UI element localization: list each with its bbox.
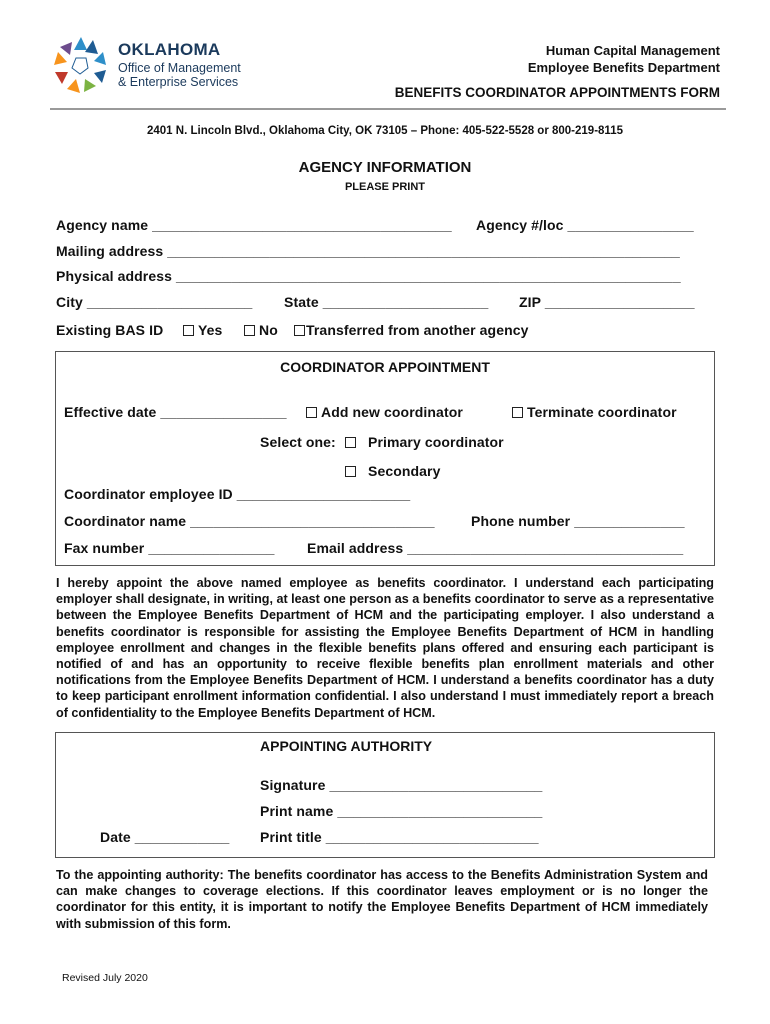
appointment-statement: I hereby appoint the above named employee as benefits coordinator. I understand each participating employer shall designate, in writing, at least one person as a benefits coordinator to serve as a representative between the Employee Benefits Department of HCM and the participating employer. I also understand a benefits coordinator is responsible for assisting the Employee Benefits Department of HCM in handling employee enrollment and changes in the flexible benefits plans offered and ensuring each participant is notified of and has an opportunity to receive flexible benefits plan enrollment materials and other notifications from the Employee Benefits Department of HCM. I understand a benefits coordinator has a duty to keep participant enrollment information confidential. I also understand I must immediately report a breach of confidentiality to the Employee Benefits Department of HCM. (56, 576, 714, 720)
appointing-authority-note: To the appointing authority: The benefits coordinator has access to the Benefits Administration System and can make changes to coverage elections. If this coordinator leaves employment or is no longer the coordinator for this entity, it is important to notify the Employee Benefits Department of HCM immediately with submission of this form. (56, 868, 708, 931)
omes-logo (50, 34, 265, 96)
select-one-label: Select one: (260, 434, 336, 450)
primary-checkbox[interactable] (345, 437, 356, 448)
authority-section-title: APPOINTING AUTHORITY (260, 738, 433, 754)
add-coordinator-checkbox[interactable] (306, 407, 317, 418)
bas-id-label: Existing BAS ID (56, 322, 164, 338)
physical-address-field[interactable]: Physical address ________________________________________________________________ (56, 268, 681, 284)
mailing-address-field[interactable]: Mailing address _________________________________________________________________ (56, 243, 680, 259)
form-title: BENEFITS COORDINATOR APPOINTMENTS FORM (394, 85, 720, 100)
agency-section-title: AGENCY INFORMATION (298, 159, 472, 176)
state-field[interactable]: State _____________________ (284, 294, 489, 310)
logo-line1: OKLAHOMA (118, 40, 221, 59)
secondary-checkbox[interactable] (345, 466, 356, 477)
logo-line3: & Enterprise Services (118, 75, 239, 89)
bas-no-option[interactable]: No (244, 322, 278, 338)
effective-date-field[interactable]: Effective date ________________ (64, 404, 287, 420)
add-coordinator-option[interactable]: Add new coordinator (306, 404, 463, 420)
yes-checkbox[interactable] (183, 325, 194, 336)
dept-line2: Employee Benefits Department (527, 60, 720, 75)
secondary-coordinator-option[interactable]: Secondary (345, 463, 441, 479)
print-name-field[interactable]: Print name __________________________ (260, 803, 543, 819)
date-field[interactable]: Date ____________ (100, 829, 230, 845)
coordinator-employee-id-field[interactable]: Coordinator employee ID ______________________ (64, 486, 411, 502)
agency-number-field[interactable]: Agency #/loc ________________ (476, 217, 694, 233)
transferred-checkbox[interactable] (294, 325, 305, 336)
email-address-field[interactable]: Email address ___________________________________ (307, 540, 684, 556)
address-line: 2401 N. Lincoln Blvd., Oklahoma City, OK 73105 – Phone: 405-522-5528 or 800-219-8115 (147, 125, 623, 137)
phone-number-field[interactable]: Phone number ______________ (471, 513, 685, 529)
coordinator-section-title: COORDINATOR APPOINTMENT (280, 359, 490, 375)
signature-field[interactable]: Signature ___________________________ (260, 777, 543, 793)
bas-yes-option[interactable]: Yes (183, 322, 222, 338)
dept-line1: Human Capital Management (545, 43, 720, 58)
terminate-coordinator-option[interactable]: Terminate coordinator (512, 404, 677, 420)
print-title-field[interactable]: Print title ___________________________ (260, 829, 539, 845)
zip-field[interactable]: ZIP ___________________ (519, 294, 695, 310)
terminate-coordinator-checkbox[interactable] (512, 407, 523, 418)
fax-number-field[interactable]: Fax number ________________ (64, 540, 275, 556)
coordinator-name-field[interactable]: Coordinator name _______________________________ (64, 513, 435, 529)
logo-line2: Office of Management (118, 61, 241, 75)
city-field[interactable]: City _____________________ (56, 294, 253, 310)
primary-coordinator-option[interactable]: Primary coordinator (345, 434, 504, 450)
please-print: PLEASE PRINT (344, 181, 426, 193)
coordinator-appointment-box (55, 351, 715, 566)
transferred-option[interactable]: Transferred from another agency (294, 322, 529, 338)
header-divider (50, 108, 726, 110)
oklahoma-star-logo-icon (50, 34, 112, 96)
agency-name-field[interactable]: Agency name ______________________________________ (56, 217, 452, 233)
no-checkbox[interactable] (244, 325, 255, 336)
revised-date: Revised July 2020 (62, 972, 148, 984)
